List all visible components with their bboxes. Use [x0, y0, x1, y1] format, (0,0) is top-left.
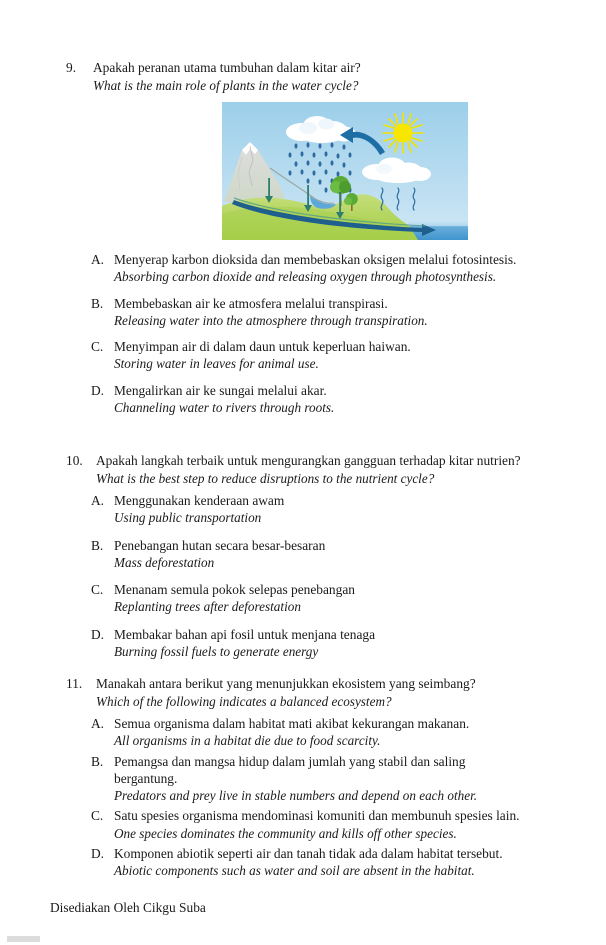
option-item[interactable] [66, 295, 590, 330]
question-text-ms: Manakah antara berikut yang menunjukkan ekosistem yang seimbang? [96, 676, 476, 691]
option-item[interactable] [66, 537, 590, 572]
option-letter: A. [91, 716, 105, 731]
option-text-ms: Pemangsa dan mangsa hidup dalam jumlah yang stabil dan saling bergantung. [114, 753, 466, 786]
option-text-ms: Membebaskan air ke atmosfera melalui transpirasi. [114, 295, 388, 311]
option-item[interactable] [66, 581, 590, 616]
question-heading [66, 452, 590, 487]
page-edge-artifact [7, 936, 40, 942]
option-text-ms: Menanam semula pokok selepas penebangan [114, 582, 355, 598]
option-text-en: Mass deforestation [114, 554, 215, 570]
option-item[interactable] [66, 338, 590, 373]
question-text-en: Which of the following indicates a balanced ecosystem? [96, 693, 392, 709]
option-text-en: Absorbing carbon dioxide and releasing oxygen through photosynthesis. [114, 269, 497, 285]
option-item[interactable] [66, 492, 590, 527]
option-item[interactable] [66, 382, 590, 417]
sun-icon [383, 113, 423, 153]
options-list-10 [66, 492, 590, 660]
question-number: 10. [66, 453, 83, 468]
water-cycle-illustration [222, 102, 468, 240]
question-heading [66, 59, 590, 94]
option-letter: D. [91, 846, 105, 862]
question-number: 11. [66, 676, 83, 691]
option-text-en: Using public transportation [114, 510, 262, 526]
option-text-en: Predators and prey live in stable numbers and depend on each other. [114, 788, 478, 804]
question-text-ms: Apakah langkah terbaik untuk mengurangkan gangguan terhadap kitar nutrien? [96, 453, 521, 468]
option-text-en: Burning fossil fuels to generate energy [114, 644, 319, 660]
option-text-ms: Menyerap karbon dioksida dan membebaskan oksigen melalui fotosintesis. [114, 252, 517, 267]
option-item[interactable] [66, 626, 590, 661]
option-letter: C. [91, 808, 104, 824]
option-text-ms: Penebangan hutan secara besar-besaran [114, 537, 326, 553]
option-letter: C. [91, 339, 104, 355]
option-text-en: Channeling water to rivers through roots. [114, 400, 335, 416]
option-text-en: Replanting trees after deforestation [114, 599, 301, 615]
sea [408, 224, 468, 240]
options-list-9 [66, 251, 590, 416]
question-text-ms: Apakah peranan utama tumbuhan dalam kitar air? [93, 60, 361, 75]
water-cycle-figure [222, 102, 468, 240]
option-text-ms: Satu spesies organisma mendominasi komuniti dan membunuh spesies lain. [114, 808, 520, 824]
option-letter: D. [91, 626, 105, 642]
option-text-ms: Mengalirkan air ke sungai melalui akar. [114, 382, 327, 398]
option-text-en: All organisms in a habitat die due to food scarcity. [114, 733, 381, 749]
option-item[interactable] [66, 251, 590, 286]
option-text-ms: Menyimpan air di dalam daun untuk keperluan haiwan. [114, 339, 411, 355]
option-letter: B. [91, 753, 104, 769]
option-text-ms: Komponen abiotik seperti air dan tanah tidak ada dalam habitat tersebut. [114, 846, 503, 862]
option-item[interactable] [66, 807, 558, 842]
option-text-ms: Membakar bahan api fosil untuk menjana tenaga [114, 626, 376, 642]
question-block-9 [66, 59, 590, 94]
question-heading [66, 675, 590, 710]
question-block-11 [66, 675, 590, 710]
option-text-en: Releasing water into the atmosphere through transpiration. [114, 312, 428, 328]
option-text-ms: Semua organisma dalam habitat mati akibat kekurangan makanan. [114, 716, 470, 731]
option-text-ms: Menggunakan kenderaan awam [114, 493, 285, 508]
option-letter: C. [91, 582, 104, 598]
option-item[interactable] [66, 845, 590, 880]
option-letter: B. [91, 537, 104, 553]
question-block-10 [66, 452, 590, 487]
question-text-en: What is the main role of plants in the water cycle? [93, 77, 359, 93]
option-letter: D. [91, 382, 105, 398]
option-text-en: Abiotic components such as water and soil are absent in the habitat. [114, 863, 475, 879]
option-letter: A. [91, 252, 105, 267]
options-list-11 [66, 715, 590, 880]
option-text-en: Storing water in leaves for animal use. [114, 356, 319, 372]
option-text-en: One species dominates the community and kills off other species. [114, 825, 457, 841]
question-text-en: What is the best step to reduce disruptions to the nutrient cycle? [96, 470, 435, 486]
footer-credit: Disediakan Oleh Cikgu Suba [50, 900, 206, 915]
option-item[interactable] [66, 753, 524, 805]
option-letter: B. [91, 295, 104, 311]
option-item[interactable] [66, 715, 590, 750]
option-letter: A. [91, 493, 105, 508]
question-number: 9. [66, 60, 77, 75]
